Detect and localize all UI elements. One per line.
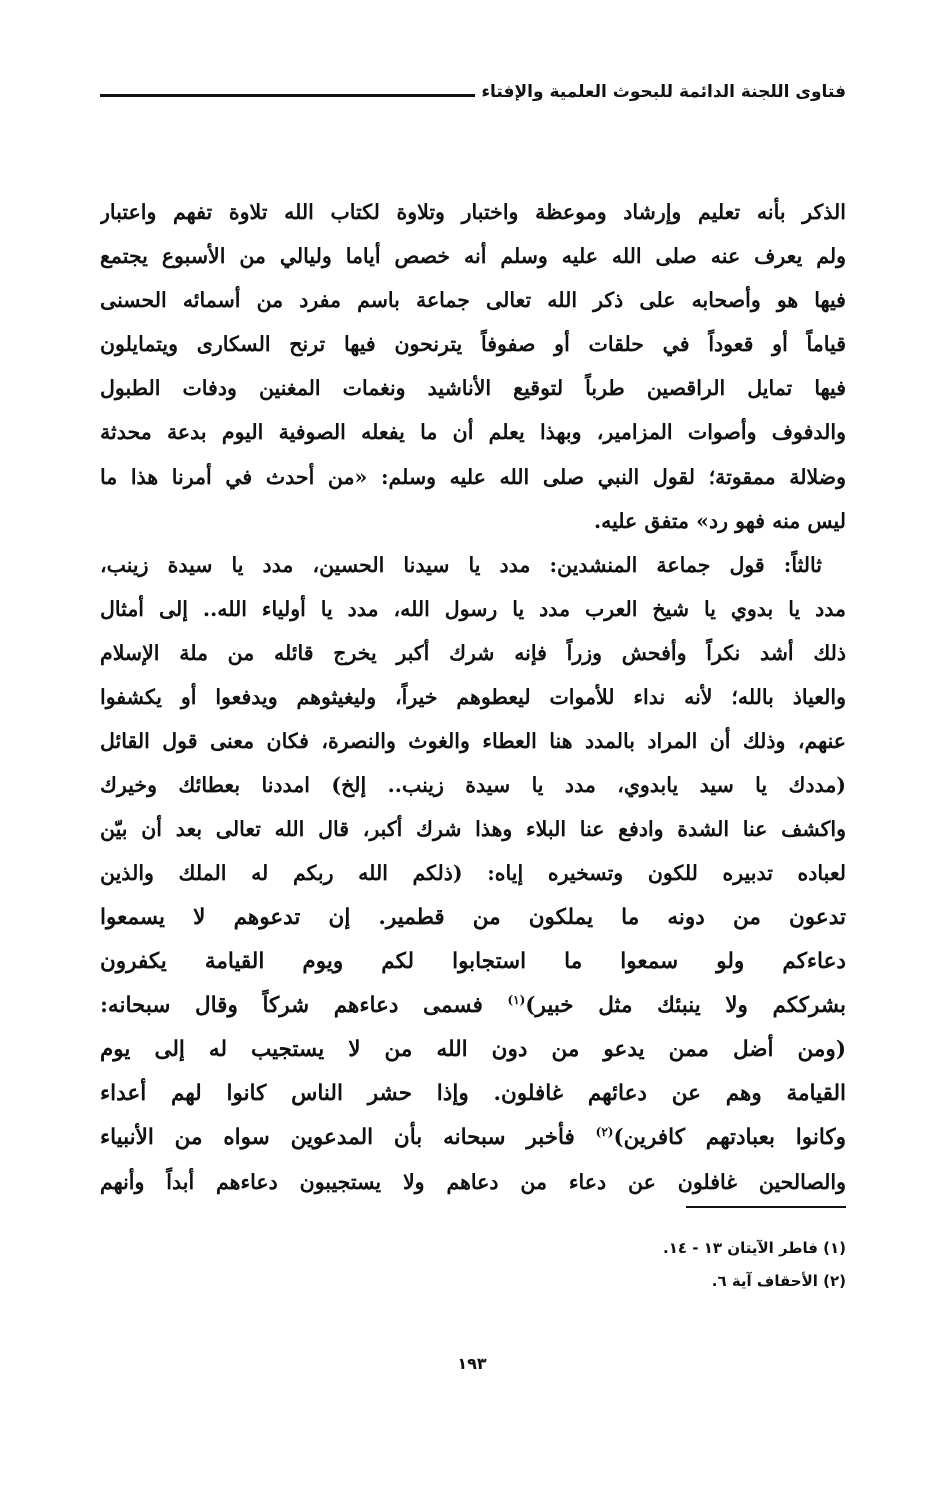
footnote-separator	[686, 1206, 846, 1208]
text-line: ليس منه فهو رد» متفق عليه.	[593, 508, 846, 533]
text-line: لعباده تدبيره للكون وتسخيره إياه: (ذلكم الله ربكم له الملك والذين	[100, 861, 846, 886]
header-title: فتاوى اللجنة الدائمة للبحوث العلمية والإفتاء	[481, 82, 846, 102]
text-line: واكشف عنا الشدة وادفع عنا البلاء وهذا شرك أكبر، قال الله تعالى بعد أن بيّن	[100, 817, 846, 842]
quran-verse-end: وكانوا بعبادتهم كافرين)	[613, 1124, 846, 1150]
main-text	[100, 190, 846, 1204]
text-line: والصالحين غافلون عن دعاء من دعاهم ولا يستجيبون دعاءهم أبداً وأنهم	[100, 1170, 846, 1195]
text-line-with-footnote-ref	[100, 1116, 846, 1160]
header-rule	[100, 94, 475, 97]
page-number: ١٩٣	[457, 1354, 487, 1373]
text-line: مدد يا بدوي يا شيخ العرب مدد يا رسول الله، مدد يا أولياء الله.. إلى أمثال	[100, 596, 846, 621]
running-header	[100, 82, 846, 102]
footnote-2: (٢) الأحقاف آية ٦.	[711, 1272, 846, 1290]
quran-line: دعاءكم ولو سمعوا ما استجابوا لكم ويوم القيامة يكفرون	[100, 948, 846, 974]
text-line: ثالثاً: قول جماعة المنشدين: مدد يا سيدنا الحسين، مدد يا سيدة زينب،	[100, 552, 822, 577]
text-line-tail: فسمى دعاءهم شركاً وقال سبحانه:	[100, 992, 508, 1018]
text-line: والدفوف وأصوات المزامير، وبهذا يعلم أن ما يفعله الصوفية اليوم بدعة محدثة	[100, 420, 846, 445]
text-line: الذكر بأنه تعليم وإرشاد وموعظة واختبار وتلاوة لكتاب الله تلاوة تفهم واعتبار	[100, 200, 846, 224]
text-line-tail: فأخبر سبحانه بأن المدعوين سواه من الأنبياء	[100, 1124, 596, 1150]
text-line: (مددك يا سيد يابدوي، مدد يا سيدة زينب.. إلخ) امددنا بعطائك وخيرك	[100, 773, 846, 798]
footnotes	[663, 1232, 846, 1298]
text-line: ذلك أشد نكراً وأفحش وزراً فإنه شرك أكبر يخرج قائله من ملة الإسلام	[100, 640, 846, 665]
text-line: عنهم، وذلك أن المراد بالمدد هنا العطاء والغوث والنصرة، فكان معنى قول القائل	[100, 729, 846, 754]
text-line: فيها هو وأصحابه على ذكر الله تعالى جماعة باسم مفرد من أسمائه الحسنى	[100, 288, 846, 313]
text-line: والعياذ بالله؛ لأنه نداء للأموات ليعطوهم خيراً، وليغيثوهم ويدفعوا أو يكشفوا	[100, 685, 846, 710]
text-line: ولم يعرف عنه صلى الله عليه وسلم أنه خصص أياما وليالي من الأسبوع يجتمع	[100, 244, 846, 269]
text-line: فيها تمايل الراقصين طرباً لتوقيع الأناشيد ونغمات المغنين ودفات الطبول	[100, 376, 846, 401]
text-line: وضلالة ممقوتة؛ لقول النبي صلى الله عليه وسلم: «من أحدث في أمرنا هذا ما	[100, 464, 846, 489]
quran-verse-end: بشرككم ولا ينبئك مثل خبير)	[525, 992, 846, 1018]
quran-line: تدعون من دونه ما يملكون من قطمير. إن تدعوهم لا يسمعوا	[100, 904, 846, 930]
text-line-with-footnote-ref	[100, 984, 846, 1028]
quran-line: القيامة وهم عن دعائهم غافلون. وإذا حشر الناس كانوا لهم أعداء	[100, 1080, 846, 1106]
quran-line: (ومن أضل ممن يدعو من دون الله من لا يستجيب له إلى يوم	[100, 1036, 846, 1062]
text-line: قياماً أو قعوداً في حلقات أو صفوفاً يترنحون فيها ترنح السكارى ويتمايلون	[100, 332, 846, 357]
footnote-ref-2: (٢)	[595, 1124, 614, 1139]
footnote-1: (١) فاطر الآيتان ١٣ - ١٤.	[663, 1239, 846, 1257]
footnote-ref-1: (١)	[507, 992, 526, 1007]
